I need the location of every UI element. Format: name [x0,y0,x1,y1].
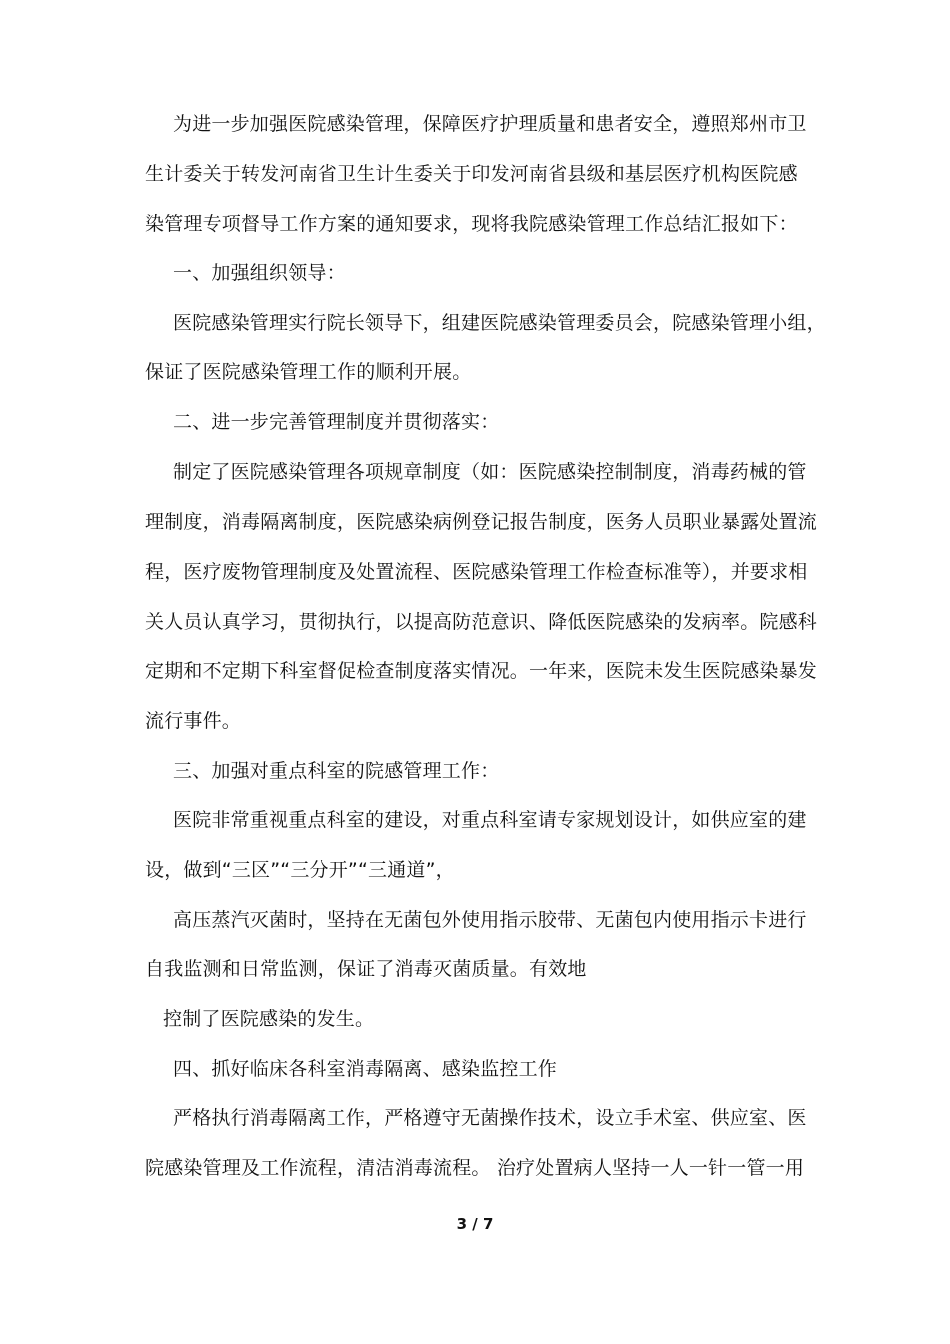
paragraph-line: 制定了医院感染管理各项规章制度（如：医院感染控制制度，消毒药械的管 [173,461,807,483]
paragraph-line: 定期和不定期下科室督促检查制度落实情况。一年来，医院未发生医院感染暴发 [145,660,818,682]
paragraph-line: 关人员认真学习，贯彻执行，以提高防范意识、降低医院感染的发病率。院感科 [145,611,818,633]
section-heading: 三、加强对重点科室的院感管理工作： [173,760,500,782]
section-heading: 二、进一步完善管理制度并贯彻落实： [173,411,500,433]
paragraph-line: 程，医疗废物管理制度及处置流程、医院感染管理工作检查标准等），并要求相 [145,561,808,583]
paragraph-line: 严格执行消毒隔离工作，严格遵守无菌操作技术，设立手术室、供应室、医 [173,1107,807,1129]
paragraph-line: 医院非常重视重点科室的建设，对重点科室请专家规划设计，如供应室的建 [173,809,807,831]
paragraph-line: 高压蒸汽灭菌时，坚持在无菌包外使用指示胶带、无菌包内使用指示卡进行 [173,909,807,931]
section-heading: 四、抓好临床各科室消毒隔离、感染监控工作 [173,1058,558,1080]
paragraph-line: 控制了医院感染的发生。 [163,1008,375,1030]
paragraph-line: 流行事件。 [145,710,242,732]
paragraph-line: 为进一步加强医院感染管理，保障医疗护理质量和患者安全，遵照郑州市卫 [173,113,807,135]
paragraph-line: 理制度，消毒隔离制度，医院感染病例登记报告制度，医务人员职业暴露处置流 [145,511,818,533]
paragraph-line: 自我监测和日常监测，保证了消毒灭菌质量。有效地 [145,958,587,980]
paragraph-line: 设，做到“三区”“三分开”“三通道”， [145,859,455,881]
page-number: 3 / 7 [456,1215,494,1233]
paragraph-line: 院感染管理及工作流程，清洁消毒流程。 治疗处置病人坚持一人一针一管一用 [145,1157,805,1179]
paragraph-line: 染管理专项督导工作方案的通知要求，现将我院感染管理工作总结汇报如下： [145,213,798,235]
section-heading: 一、加强组织领导： [173,262,346,284]
paragraph-line: 医院感染管理实行院长领导下，组建医院感染管理委员会，院感染管理小组， [173,312,826,334]
paragraph-line: 生计委关于转发河南省卫生计生委关于印发河南省县级和基层医疗机构医院感 [145,163,798,185]
paragraph-line: 保证了医院感染管理工作的顺利开展。 [145,361,472,383]
